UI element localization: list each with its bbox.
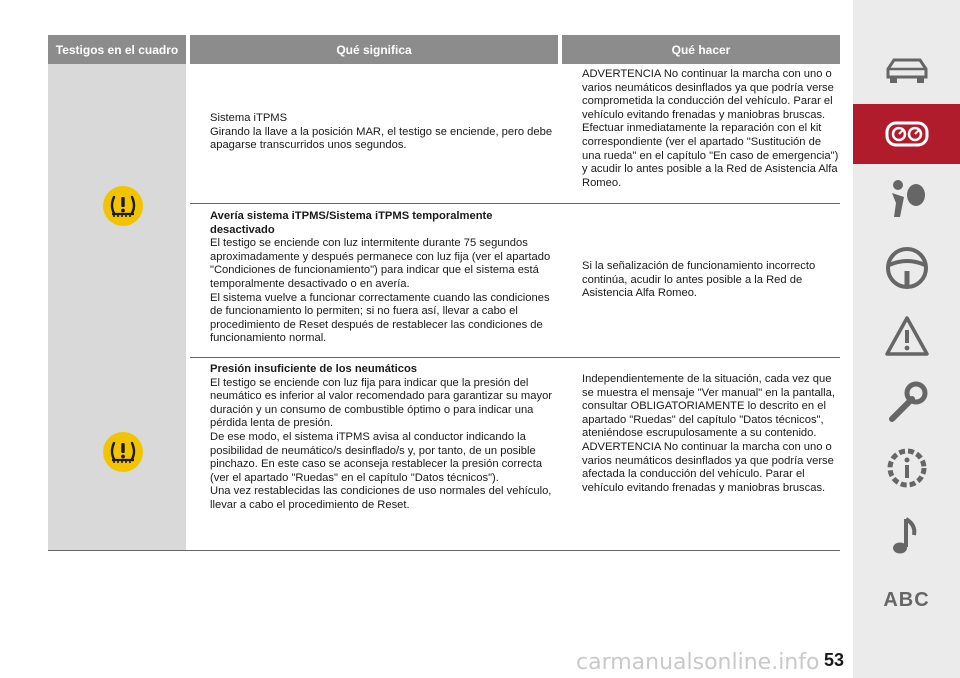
sidebar-item-car[interactable] — [853, 40, 960, 100]
abc-label: ABC — [883, 588, 930, 611]
meaning-title: Avería sistema iTPMS/Sistema iTPMS temporalmente desactivado — [210, 210, 493, 236]
car-icon — [884, 55, 930, 85]
meaning-text: Girando la llave a la posición MAR, el testigo se enciende, pero debe apagarse transcurridos unos segundos. — [210, 125, 553, 152]
meaning-text: De ese modo, el sistema iTPMS avisa al conductor indicando la posibilidad de neumático/s desinflado/s y, por tanto, de un posible pinchazo. En este caso se aconseja restablecer la presión correcta (ver el apartado "Ruedas" en el capítulo "Datos técnicos"). — [210, 430, 543, 484]
meaning-cell — [210, 112, 558, 153]
chapter-sidebar — [853, 0, 960, 678]
tpms-warning-icon — [102, 431, 144, 473]
wrench-icon — [884, 379, 930, 425]
header-action: Qué hacer — [562, 35, 840, 64]
sidebar-item-dashboard[interactable] — [853, 104, 960, 164]
meaning-title: Sistema iTPMS — [210, 112, 288, 124]
sidebar-item-maintenance[interactable] — [853, 372, 960, 432]
table-row — [48, 64, 840, 203]
meaning-text: El testigo se enciende con luz intermitente durante 75 segundos aproximadamente y después permanece con luz fija (ver el apartado "Condiciones de funcionamiento") para indicar que el sistema está temporalmente desactivado o en avería. — [210, 237, 551, 290]
header-indicators: Testigos en el cuadro — [48, 35, 186, 64]
sidebar-item-emergency[interactable] — [853, 306, 960, 366]
action-cell — [582, 373, 840, 495]
table-row — [48, 204, 840, 357]
meaning-cell — [210, 210, 558, 346]
sidebar-item-index[interactable] — [853, 570, 960, 630]
music-note-icon — [884, 513, 930, 559]
table-bottom-border — [48, 550, 840, 551]
sidebar-item-driving[interactable] — [853, 238, 960, 298]
page-number: 53 — [823, 650, 845, 670]
meaning-text: Una vez restablecidas las condiciones de uso normales del vehículo, llevar a cabo el procedimiento de Reset. — [210, 485, 552, 511]
info-gear-icon — [884, 445, 930, 491]
table-row — [48, 358, 840, 550]
watermark: carmanualsonline.info — [576, 650, 820, 675]
dashboard-icon — [884, 119, 930, 149]
meaning-text: El testigo se enciende con luz fija para indicar que la presión del neumático es inferior al valor recomendado para garantizar su mayor duración y un consumo de combustible óptimo o para indicar una pérdida lenta de presión. — [210, 376, 553, 430]
action-text: ADVERTENCIA No continuar la marcha con uno o varios neumáticos desinflados ya que podría verse afectada la conducción del vehículo. Parar el vehículo evitando frenadas y maniobras bruscas. — [582, 440, 834, 494]
action-cell: ADVERTENCIA No continuar la marcha con uno o varios neumáticos desinflados ya que podría verse comprometida la conducción del vehículo. Parar el vehículo evitando frenadas y maniobras bruscas. Efectuar inmediatamente la reparación con el kit correspondiente (ver el apartado "Sustitución de una rueda" en el capítulo "En caso de emergencia") y acudir lo antes posible a la Red de Asistencia Alfa Romeo. — [582, 68, 839, 189]
sidebar-item-multimedia[interactable] — [853, 506, 960, 566]
meaning-cell — [210, 363, 558, 513]
meaning-text: El sistema vuelve a funcionar correctamente cuando las condiciones de funcionamiento lo permiten; si no fuera así, llevar a cabo el procedimiento de Reset después de restablecer las condiciones de funcionamiento normal. — [210, 291, 550, 345]
action-cell: Si la señalización de funcionamiento incorrecto continúa, acudir lo antes posible a la Red de Asistencia Alfa Romeo. — [582, 260, 816, 300]
warning-triangle-icon — [884, 314, 930, 358]
sidebar-item-technical-data[interactable] — [853, 438, 960, 498]
meaning-title: Presión insuficiente de los neumáticos — [210, 363, 418, 375]
sidebar-item-safety[interactable] — [853, 170, 960, 230]
airbag-seat-icon — [884, 177, 930, 223]
header-meaning: Qué significa — [190, 35, 558, 64]
steering-wheel-icon — [884, 245, 930, 291]
action-text: Independientemente de la situación, cada vez que se muestra el mensaje "Ver manual" en la pantalla, consultar OBLIGATORIAMENTE lo descrito en el apartado "Ruedas" del capítulo "Datos técnicos", ateniéndose escrupulosamente a su contenido. — [582, 373, 835, 440]
